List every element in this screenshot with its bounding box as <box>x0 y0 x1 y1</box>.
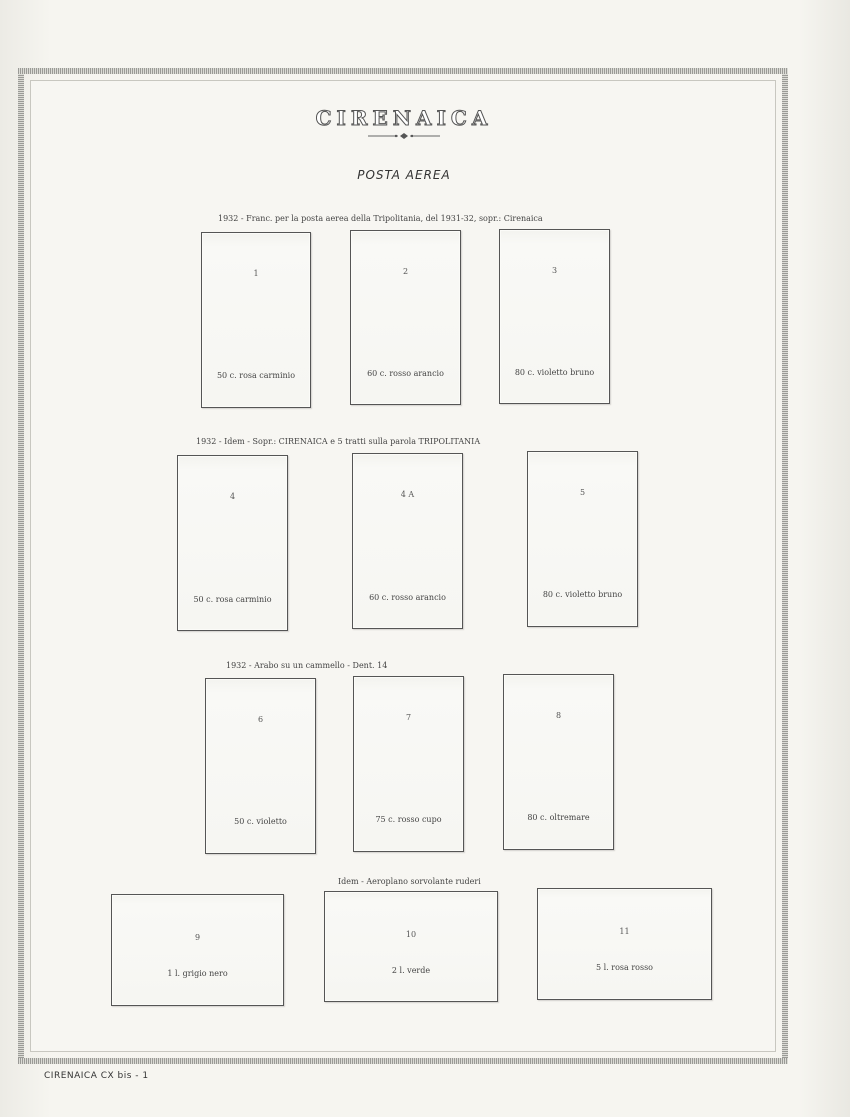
stamp-mount <box>177 455 288 631</box>
stamp-mount <box>537 888 712 1000</box>
stamp-number: 6 <box>257 715 264 724</box>
stamp-mount <box>324 891 498 1002</box>
stamp-number: 1 <box>253 269 259 278</box>
stamp-number: 2 <box>402 267 409 276</box>
page-subtitle: POSTA AEREA <box>357 168 451 182</box>
stamp-mount <box>503 674 614 850</box>
stamp-mount <box>111 894 284 1006</box>
stamp-mount <box>352 453 463 629</box>
page-footer: CIRENAICA CX bis - 1 <box>44 1071 149 1081</box>
title-ornament-icon <box>368 132 440 140</box>
stamp-description: 50 c. violetto <box>234 817 287 826</box>
page-title: CIRENAICA <box>315 106 493 130</box>
stamp-description: 1 l. grigio nero <box>167 969 228 978</box>
stamp-mount <box>201 232 311 408</box>
stamp-description: 60 c. rosso arancio <box>369 593 446 602</box>
stamp-mount <box>350 230 461 405</box>
stamp-number: 10 <box>405 930 417 939</box>
stamp-description: 80 c. violetto bruno <box>542 590 623 599</box>
section-caption: Idem - Aeroplano sorvolante ruderi <box>338 877 481 886</box>
stamp-description: 75 c. rosso cupo <box>375 815 442 824</box>
stamp-mount <box>527 451 638 627</box>
section-caption: 1932 - Idem - Sopr.: CIRENAICA e 5 tratti sulla parola TRIPOLITANIA <box>196 437 481 446</box>
stamp-number: 4 <box>229 492 236 501</box>
section-caption: 1932 - Arabo su un cammello - Dent. 14 <box>226 661 388 670</box>
stamp-number: 11 <box>619 927 630 936</box>
stamp-description: 50 c. rosa carminio <box>216 371 296 380</box>
stamp-number: 5 <box>579 488 586 497</box>
stamp-number: 7 <box>405 713 412 722</box>
stamp-number: 4 A <box>400 490 415 499</box>
stamp-mount <box>353 676 464 852</box>
stamp-description: 60 c. rosso arancio <box>367 369 444 378</box>
section-caption: 1932 - Franc. per la posta aerea della Tripolitania, del 1931-32, sopr.: Cirenaica <box>218 214 543 223</box>
stamp-mount <box>499 229 610 404</box>
stamp-number: 9 <box>194 933 201 942</box>
stamp-mount <box>205 678 316 854</box>
stamp-description: 5 l. rosa rosso <box>595 963 653 972</box>
stamp-description: 80 c. oltremare <box>527 813 590 822</box>
stamp-description: 50 c. rosa carminio <box>193 595 272 604</box>
stamp-number: 8 <box>555 711 562 720</box>
stamp-description: 2 l. verde <box>391 966 431 975</box>
stamp-description: 80 c. violetto bruno <box>514 368 595 377</box>
stamp-number: 3 <box>551 266 558 275</box>
